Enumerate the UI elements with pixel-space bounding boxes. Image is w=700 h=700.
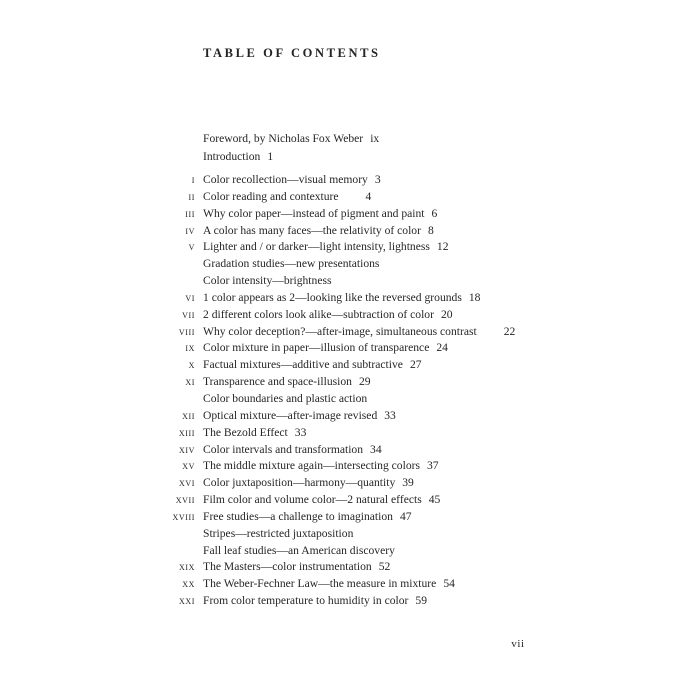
chapter-numeral: xiv xyxy=(178,442,195,456)
chapter-page-number: 18 xyxy=(468,290,481,304)
toc-row xyxy=(0,593,560,610)
front-matter-page-number: 1 xyxy=(267,149,274,163)
toc-row xyxy=(0,357,560,374)
chapter-numeral: xx xyxy=(182,577,195,591)
toc-row xyxy=(0,559,560,576)
chapter-numeral: ii xyxy=(188,189,195,203)
toc-row xyxy=(0,273,560,290)
chapter-title: Optical mixture—after-image revised xyxy=(203,408,378,422)
front-matter-label: Introduction xyxy=(203,149,261,163)
chapter-title: The Masters—color instrumentation xyxy=(203,560,372,574)
toc-row xyxy=(0,189,560,206)
toc-row xyxy=(0,526,560,543)
chapter-title: Color intervals and transformation xyxy=(203,442,364,456)
chapter-numeral: xi xyxy=(185,375,195,389)
chapter-page-number: 54 xyxy=(443,577,455,591)
chapter-page-number: 4 xyxy=(365,189,372,203)
chapter-page-number: 29 xyxy=(358,375,371,389)
chapter-title: Why color deception?—after-image, simultaneous contrast xyxy=(203,324,477,338)
chapter-title: Why color paper—instead of pigment and paint xyxy=(203,206,425,220)
chapter-title: The Weber-Fechner Law—the measure in mixture xyxy=(203,577,437,591)
chapter-page-number: 34 xyxy=(370,442,382,456)
chapter-page-number: 8 xyxy=(427,223,434,237)
toc-row xyxy=(0,408,560,425)
chapter-page-number: 6 xyxy=(431,206,438,220)
chapter-numeral: xv xyxy=(182,459,195,473)
chapter-title: Color recollection—visual memory xyxy=(203,173,368,186)
chapter-page-number: 59 xyxy=(415,594,428,608)
chapter-page-number: 27 xyxy=(409,358,422,372)
chapter-page-number: 24 xyxy=(436,341,448,355)
chapter-numeral: ix xyxy=(185,341,195,355)
toc-row xyxy=(0,340,560,357)
toc-row xyxy=(0,239,560,256)
chapter-numeral: xix xyxy=(178,560,195,574)
chapter-title: Free studies—a challenge to imagination xyxy=(203,509,393,523)
chapter-page-number: 22 xyxy=(503,324,516,338)
chapter-title: Gradation studies—new presentations xyxy=(203,257,380,271)
chapter-page-number: 12 xyxy=(436,240,449,254)
chapter-numeral: xii xyxy=(182,408,195,422)
chapter-numeral: vi xyxy=(185,290,195,304)
chapter-title: Color mixture in paper—illusion of transparence xyxy=(203,341,430,355)
chapter-page-number: 20 xyxy=(440,307,453,321)
chapter-page-number: 47 xyxy=(399,509,412,523)
chapter-title: Transparence and space-illusion xyxy=(203,375,352,389)
chapter-title: Film color and volume color—2 natural effects xyxy=(203,493,422,507)
toc-row xyxy=(0,256,560,273)
toc-row xyxy=(0,576,560,593)
chapter-numeral: xvii xyxy=(175,493,195,507)
chapter-title: Color reading and contexture xyxy=(203,189,339,203)
toc-row xyxy=(0,324,560,341)
chapter-page-number: 3 xyxy=(374,173,381,186)
chapter-numeral: v xyxy=(188,240,195,254)
chapter-title: The Bezold Effect xyxy=(203,425,288,439)
toc-row xyxy=(0,223,560,240)
chapter-numeral: iv xyxy=(185,223,195,237)
front-matter xyxy=(203,130,379,165)
chapter-list xyxy=(0,172,560,610)
front-matter-label: Foreword, by Nicholas Fox Weber xyxy=(203,132,364,145)
chapter-title: Stripes—restricted juxtaposition xyxy=(203,526,354,540)
chapter-page-number: 52 xyxy=(378,560,391,574)
chapter-numeral: i xyxy=(191,173,195,186)
chapter-page-number: 45 xyxy=(428,493,441,507)
front-matter-row xyxy=(203,148,379,166)
toc-row xyxy=(0,290,560,307)
chapter-page-number: 37 xyxy=(427,459,439,473)
chapter-title: Color intensity—brightness xyxy=(203,274,332,288)
chapter-page-number: 39 xyxy=(402,476,414,490)
chapter-title: Lighter and / or darker—light intensity, lightness xyxy=(203,240,430,254)
toc-row xyxy=(0,374,560,391)
toc-row xyxy=(0,391,560,408)
chapter-numeral: xxi xyxy=(178,594,195,608)
toc-row xyxy=(0,543,560,560)
chapter-numeral: xiii xyxy=(178,425,195,439)
chapter-numeral: x xyxy=(188,358,195,372)
chapter-numeral: viii xyxy=(178,324,195,338)
chapter-numeral: iii xyxy=(185,206,195,220)
toc-row xyxy=(0,492,560,509)
chapter-page-number: 33 xyxy=(294,425,307,439)
front-matter-page-number: ix xyxy=(370,132,380,145)
chapter-page-number: 33 xyxy=(384,408,396,422)
chapter-title: The middle mixture again—intersecting colors xyxy=(203,459,420,473)
folio-page-number: vii xyxy=(511,638,525,650)
toc-row xyxy=(0,475,560,492)
chapter-title: Color boundaries and plastic action xyxy=(203,391,368,405)
toc-row xyxy=(0,509,560,526)
chapter-numeral: xviii xyxy=(172,509,195,523)
chapter-title: Fall leaf studies—an American discovery xyxy=(203,543,395,557)
chapter-title: 1 color appears as 2—looking like the reversed grounds xyxy=(203,290,462,304)
chapter-title: From color temperature to humidity in color xyxy=(203,594,409,608)
toc-row xyxy=(0,206,560,223)
chapter-title: 2 different colors look alike—subtraction of color xyxy=(203,307,434,321)
toc-row xyxy=(0,425,560,442)
chapter-numeral: xvi xyxy=(178,476,195,490)
toc-row xyxy=(0,442,560,459)
page-title: TABLE OF CONTENTS xyxy=(203,46,381,60)
chapter-title: Color juxtaposition—harmony—quantity xyxy=(203,476,396,490)
toc-row xyxy=(0,172,560,189)
chapter-title: Factual mixtures—additive and subtractive xyxy=(203,358,403,372)
toc-row xyxy=(0,307,560,324)
chapter-numeral: vii xyxy=(182,307,195,321)
front-matter-row xyxy=(203,130,379,148)
toc-row xyxy=(0,458,560,475)
chapter-title: A color has many faces—the relativity of color xyxy=(203,223,421,237)
